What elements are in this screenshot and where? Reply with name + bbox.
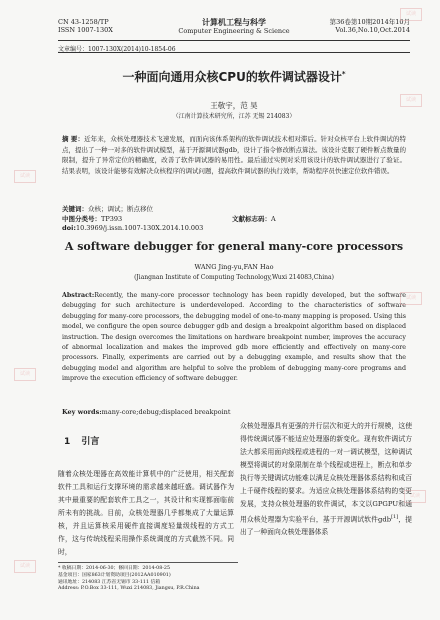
affiliation-cn: （江南计算技术研究所，江苏 无锡 214083） bbox=[172, 113, 296, 120]
keywords-en bbox=[62, 408, 230, 416]
keywords-en-text: many-core;debug;displaced breakpoint bbox=[101, 408, 231, 416]
title-cn-footnote-mark: * bbox=[341, 70, 346, 78]
body-left-column: 随着众核处理器在高效能计算机中的广泛使用，相关配套软件工具和运行支撑环境的需求越来越旺盛。调试器作为其中最重要的配套软件工具之一，其设计和实现都面临前所未有的挑战。目前，众核处理器几乎都集成了大量运算核，并且运算核采用硬件直接调度轻量级线程的方式工作，这与传统线程采用操作系统调度的方式截然不同。同时， bbox=[58, 470, 234, 556]
article-number: 文章编号：1007-130X(2014)10-1854-06 bbox=[58, 46, 176, 53]
abstract-cn-label: 摘 要： bbox=[62, 135, 85, 143]
issue-cn: 第36卷第10期2014年10月 bbox=[329, 18, 410, 26]
cn-number: CN 43-1258/TP bbox=[58, 18, 109, 26]
section-heading bbox=[64, 434, 99, 447]
title-cn-text: 一种面向通用众核CPU的软件调试器设计 bbox=[122, 70, 342, 84]
title-en: A software debugger for general many-core processors bbox=[64, 240, 404, 253]
journal-name-en: Computer Engineering & Science bbox=[178, 27, 290, 35]
authors-en: WANG Jing-yu,FAN Hao bbox=[194, 263, 274, 271]
clc-value: TP393 bbox=[101, 215, 123, 223]
journal-name-cn: 计算机工程与科学 bbox=[202, 17, 266, 27]
keywords-cn-label: 关键词： bbox=[62, 205, 88, 213]
doi-label: doi: bbox=[62, 224, 76, 232]
clc-label: 中图分类号： bbox=[62, 215, 101, 223]
abstract-en bbox=[62, 291, 406, 385]
authors-cn: 王敬宇，范 昊 bbox=[210, 101, 258, 110]
watermark-stamp: 试读 bbox=[400, 8, 422, 21]
doi-value: 10.3969/j.issn.1007-130X.2014.10.003 bbox=[75, 224, 204, 232]
issn: ISSN 1007-130X bbox=[58, 26, 113, 34]
footnote-received: * 收稿日期：2014-06-30；修回日期：2014-08-25 bbox=[58, 566, 171, 571]
footnote-funding: 基金项目：国家863计划资助项目(2012AA010901) bbox=[58, 572, 171, 578]
keywords-cn-text: 众核；调试；断点移位 bbox=[88, 205, 153, 213]
footnote bbox=[58, 562, 238, 593]
body-right-text-b: ，提出了一种面向众核处理器体系 bbox=[240, 515, 412, 537]
doi-line bbox=[62, 224, 203, 232]
watermark-stamp: 试读 bbox=[400, 292, 422, 305]
abstract-en-label: Abstract: bbox=[62, 292, 95, 299]
abstract-en-text: Recently, the many-core processor technology has been rapidly developed, but the software debugging for such architecture is underdeveloped. According to the characteristics of software debugging for many-core processors, the debugging model of one-to-many mapping is proposed. Using this model, we configure the open source debugger gdb and design a breakpoint algorithm based on displaced instruction. The design overcomes the limitations on hardware breakpoint number, improves the accuracy of abnormal localization and makes the improved gdb more efficiently and effectively on many-core processors. Finally, experiments are carried out by a debugging example, and results show that the debugging model and algorithm are helpful to solve the problem of debugging many-core programs and improve the execution efficiency of software debugger. bbox=[62, 292, 406, 383]
body-right-column bbox=[240, 420, 412, 539]
section-title: 引言 bbox=[81, 437, 100, 447]
watermark-stamp: 试读 bbox=[14, 368, 36, 381]
watermark-stamp: 试读 bbox=[400, 94, 422, 107]
footnote-address-cn: 通讯地址：214083 江苏省无锡市 33-111 信箱 bbox=[58, 579, 161, 585]
watermark-stamp: 试读 bbox=[14, 170, 36, 183]
watermark-stamp: 试读 bbox=[404, 490, 426, 503]
footnote-address-en: Address: P.O.Box 33-111, Wuxi 214083, Jiangsu, P.R.China bbox=[58, 586, 200, 592]
body-right-text-a: 众核处理器具有更强的并行层次和更大的并行规模，这使得传统调试器不能适应处理器的新变化。现有软件调试方法大都采用面向线程或进程的一对一调试模型，这种调试模型将调试的对象限制在单个线程或进程上，断点和单步执行等关键调试功能难以满足众核处理器体系结构和成百上千硬件线程的要求。为适应众核处理器体系结构的变更发展，支持众核处理器的软件调试，本文以GPGPU和通用众核处理器为实验平台，基于开源调试软件gdb bbox=[240, 422, 412, 524]
header-right bbox=[330, 18, 410, 34]
doc-code-label: 文献标志码： bbox=[232, 215, 271, 223]
keywords-en-label: Key words: bbox=[62, 408, 102, 416]
doc-code-value: A bbox=[271, 215, 276, 223]
keywords-cn bbox=[62, 204, 153, 213]
article-number-rule bbox=[58, 52, 410, 53]
abstract-cn-text: 近年来，众核处理器技术飞速发展，而面向该体系架构的软件调试技术相对滞后。针对众核平台上软件调试的特点，提出了一种一对多的软件调试模型，基于开源调试器gdb，设计了指令修改断点算法。该设计克服了硬件断点数量的限制，提升了异常定位的精确度，改善了软件调试器的易用性。最后通过实例对采用该设计的软件调试器进行了验证。结果表明，该设计能够有效解决众核程序的调试问题，提高软件调试器的执行效率，帮助程序员快速定位软件错误。 bbox=[62, 135, 407, 175]
title-cn bbox=[58, 68, 410, 85]
affiliation-en: (Jiangnan Institute of Computing Technology,Wuxi 214083,China) bbox=[134, 274, 334, 281]
running-header bbox=[58, 6, 410, 40]
doc-code-line bbox=[232, 214, 276, 223]
issue-en: Vol.36,No.10,Oct.2014 bbox=[335, 26, 410, 34]
header-rule bbox=[58, 40, 410, 41]
watermark-stamp: 试读 bbox=[14, 560, 36, 573]
clc-line bbox=[62, 214, 122, 223]
abstract-cn bbox=[62, 134, 406, 176]
citation-ref: [1] bbox=[391, 514, 399, 520]
section-number: 1 bbox=[64, 437, 71, 447]
